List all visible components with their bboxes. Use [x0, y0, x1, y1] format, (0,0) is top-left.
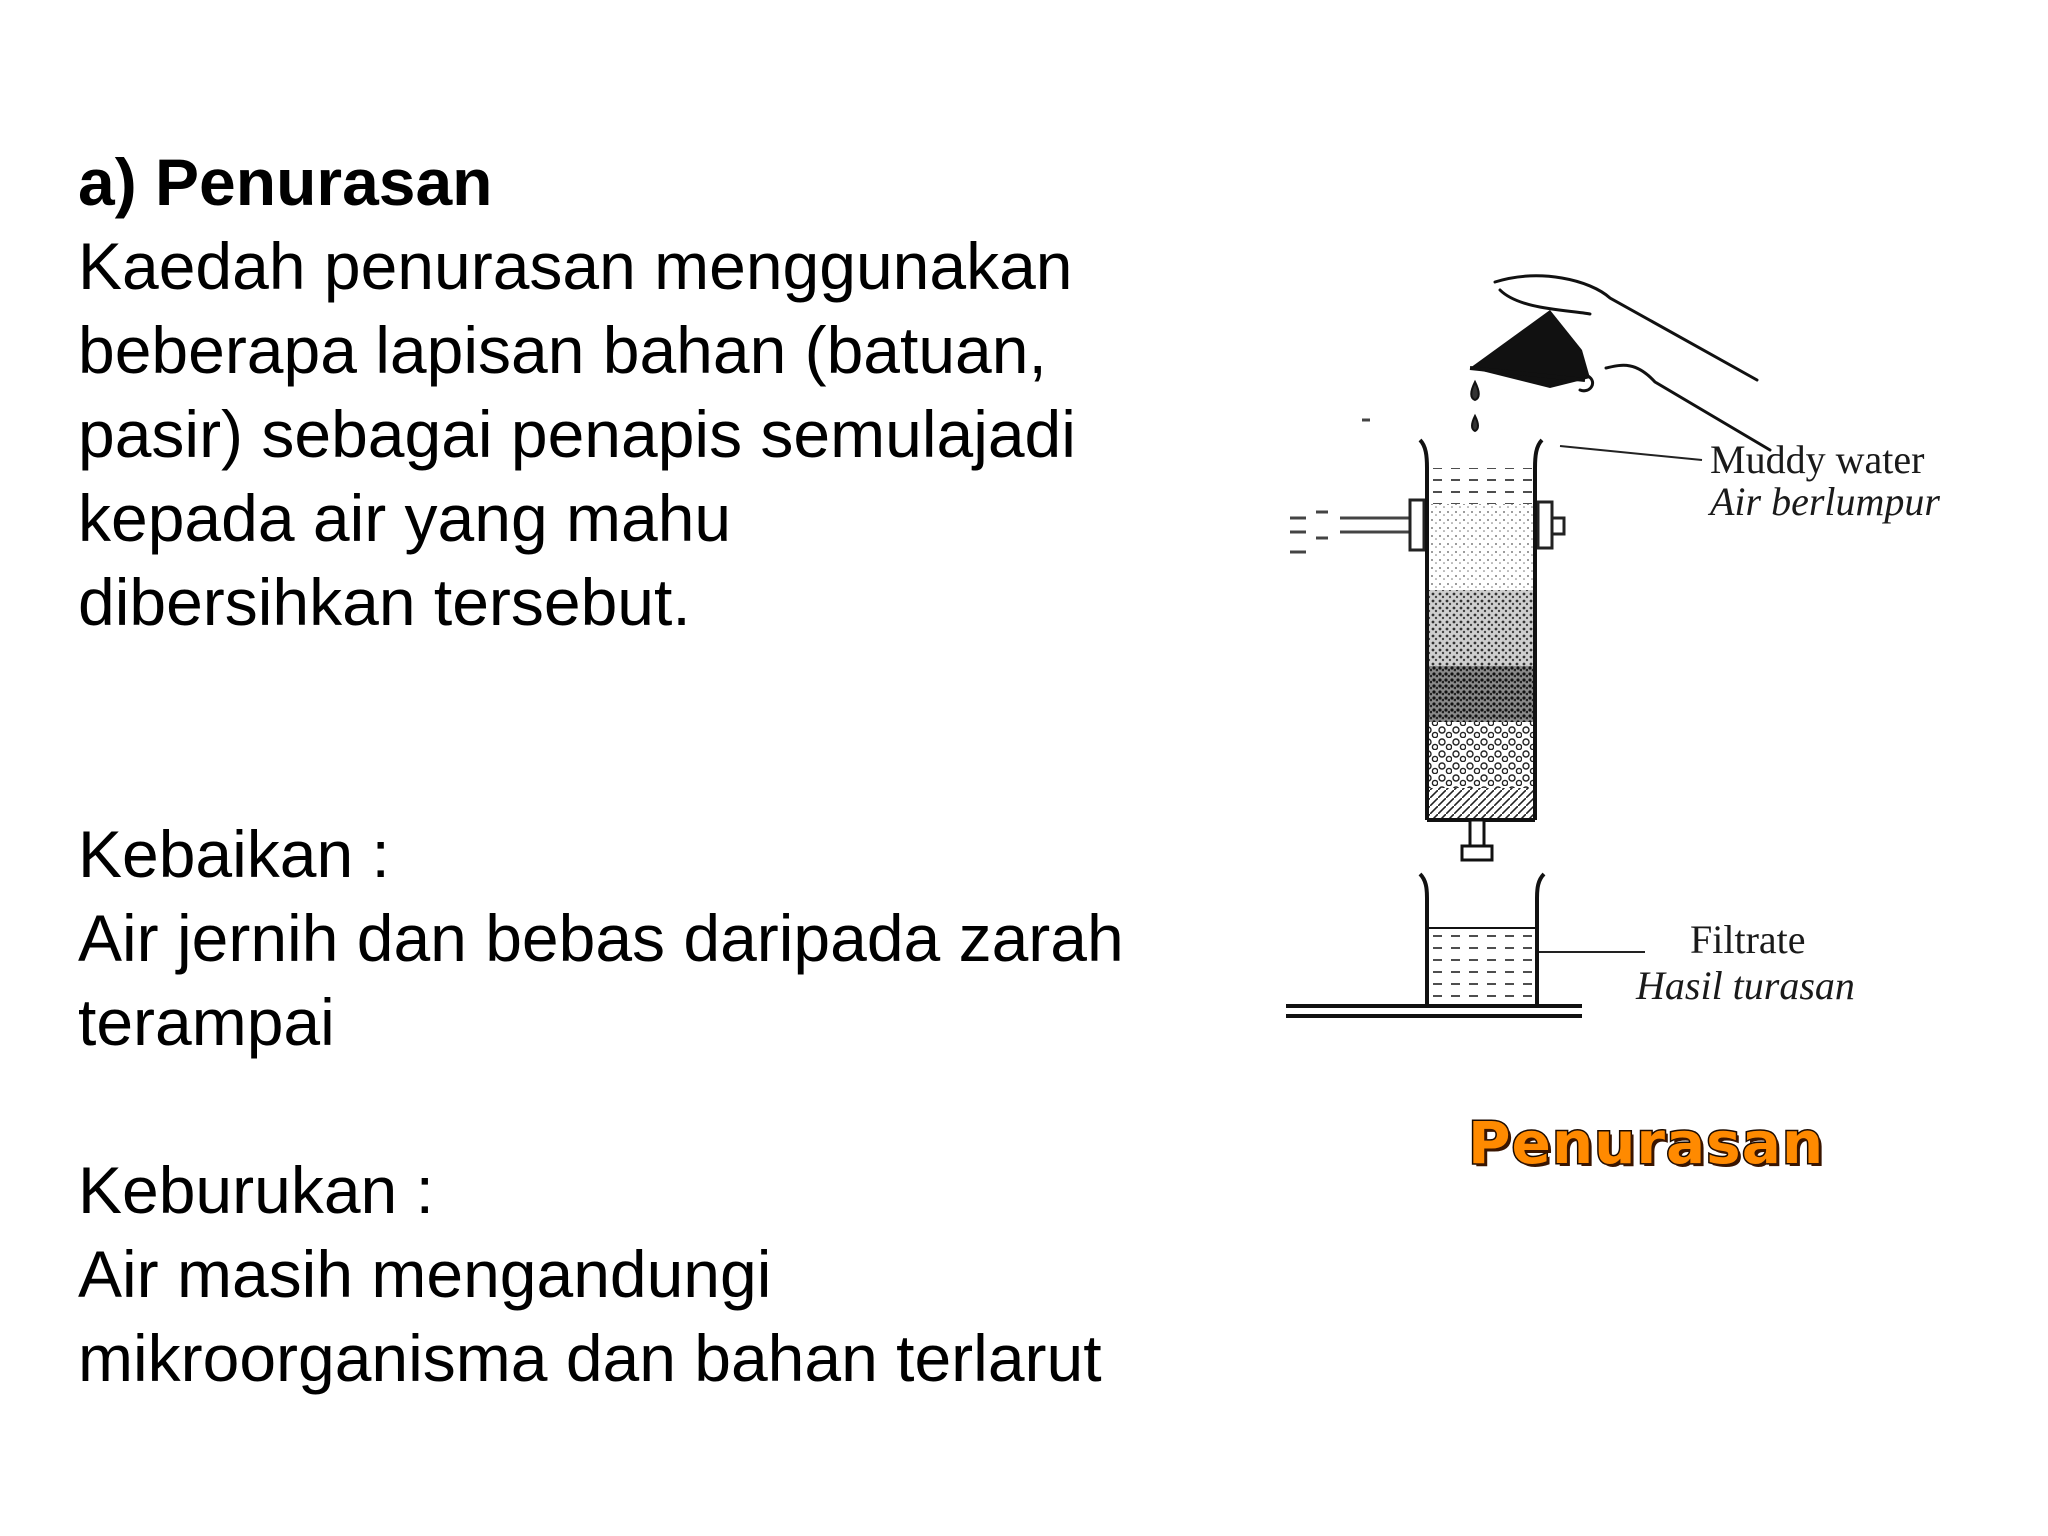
description-line: kepada air yang mahu: [78, 481, 732, 555]
slide-text: [78, 140, 1238, 1400]
advantages-label: Kebaikan :: [78, 817, 390, 891]
advantages-line: terampai: [78, 985, 335, 1059]
description-line: dibersihkan tersebut.: [78, 565, 691, 639]
disadvantages: [78, 1148, 1238, 1400]
figure-caption: Penurasan: [1468, 1109, 1825, 1177]
filter-column: [1420, 440, 1542, 860]
advantages-line: Air jernih dan bebas daripada zarah: [78, 901, 1124, 975]
label-muddy-water: Muddy water: [1710, 437, 1925, 482]
label-filtrate: Filtrate: [1690, 917, 1806, 962]
description: [78, 224, 1238, 644]
filtration-diagram: [1270, 270, 2010, 1040]
disadvantages-line: Air masih mengandungi: [78, 1237, 772, 1311]
water-drops: [1471, 382, 1479, 431]
advantages: [78, 812, 1238, 1064]
collecting-beaker: [1420, 874, 1544, 1006]
description-line: beberapa lapisan bahan (batuan,: [78, 313, 1047, 387]
pouring-beaker-icon: [1470, 310, 1590, 388]
section-heading: a) Penurasan: [78, 145, 493, 219]
description-line: Kaedah penurasan menggunakan: [78, 229, 1073, 303]
filtration-apparatus-illustration: [1270, 270, 2010, 1040]
label-hasil-turasan: Hasil turasan: [1636, 963, 1855, 1008]
disadvantages-line: mikroorganisma dan bahan terlarut: [78, 1321, 1102, 1395]
description-line: pasir) sebagai penapis semulajadi: [78, 397, 1076, 471]
bench-surface: [1286, 1006, 1582, 1016]
disadvantages-label: Keburukan :: [78, 1153, 434, 1227]
leader-line: [1560, 446, 1702, 460]
label-air-berlumpur: Air berlumpur: [1710, 479, 1940, 524]
